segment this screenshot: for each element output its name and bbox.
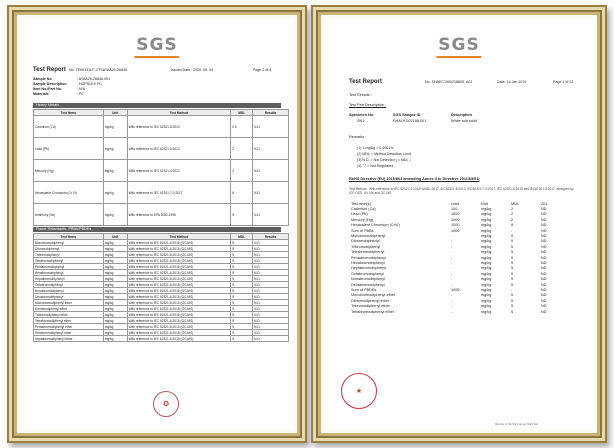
table-row	[34, 204, 289, 226]
table-cell: N.D.	[253, 270, 289, 276]
table-cell: mg/kg	[103, 336, 127, 342]
rohs-cell: mg/kg	[481, 266, 492, 271]
rohs-cell: Pentabromobiphenyl	[351, 255, 386, 260]
sample-info-row: Sample No. : AYAA20-26846.001	[33, 77, 111, 81]
table-cell: Hexabromobiphenyl	[34, 270, 104, 276]
report-title: Test Report	[33, 67, 66, 73]
column-header: MDL	[231, 234, 253, 240]
rohs-cell: Sum of PBBs	[351, 228, 374, 233]
rohs-test-method: Test Method : With reference to IEC 62321-4:2013+AMD1:2017, IEC62321-5:2013, IEC62321-7-2:2017, IEC 62321-6:2015 and IEC62321-8:2017, analyzed by ICP-OES, UV-Vis and GC-MS.	[349, 187, 574, 196]
table-cell: 5	[231, 204, 253, 226]
column-header: Test Method	[127, 110, 231, 116]
rohs-cell: Heptabromobiphenyl	[351, 266, 387, 271]
right-certificate-frame	[318, 12, 600, 436]
specimen-header: Specimen No. SGS Sample ID Description	[349, 113, 472, 117]
rohs-results-table	[349, 201, 579, 314]
table-cell: mg/kg	[103, 306, 127, 312]
column-header: Test Items	[34, 110, 104, 116]
rohs-cell: Tribromodiphenyl ether	[351, 304, 390, 309]
table-cell: N.D.	[253, 138, 289, 160]
rohs-cell: -	[451, 293, 453, 298]
table-cell: 5	[231, 324, 253, 330]
table-cell: Hexabromodiphenyl ether	[34, 330, 104, 336]
table-cell: 5	[231, 258, 253, 264]
heavy-metals-table	[33, 109, 289, 226]
table-cell: Mercury (Hg)	[34, 160, 104, 182]
table-cell: mg/kg	[103, 246, 127, 252]
table-cell: mg/kg	[103, 330, 127, 336]
page-number: Page 2 of 22	[553, 80, 574, 84]
rohs-cell: ND	[541, 255, 547, 260]
table-cell: Tetrabromobiphenyl	[34, 258, 104, 264]
rohs-cell: ND	[541, 217, 547, 222]
report-number: No. FE60131LF-CTSAYAA20-26846	[69, 68, 127, 72]
rohs-cell: mg/kg	[481, 304, 492, 309]
table-cell: With reference to IEC 62321-6:2015 (GC-MS)	[127, 324, 231, 330]
rohs-cell: ND	[541, 277, 547, 282]
rohs-cell: 5	[511, 271, 514, 276]
table-cell: Nonabromobiphenyl	[34, 288, 104, 294]
table-cell: With reference to EPA 3052:1996	[127, 204, 231, 226]
remark-item: (3) N.D. = Not Detected ( < MDL )	[357, 158, 411, 162]
rohs-cell: ND	[541, 287, 547, 292]
rohs-cell: -	[451, 298, 453, 303]
table-cell: 5	[231, 318, 253, 324]
rohs-row	[349, 309, 579, 314]
rohs-cell: 100	[451, 207, 458, 212]
column-header: MDL	[231, 110, 253, 116]
table-cell: mg/kg	[103, 276, 127, 282]
rohs-cell: -	[451, 255, 453, 260]
report-number: No. SHAEC1900218805 .A01	[425, 80, 473, 84]
rohs-cell: ND	[541, 266, 547, 271]
rohs-cell: ND	[541, 260, 547, 265]
table-cell: Decabromobiphenyl	[34, 294, 104, 300]
rohs-cell: -	[451, 260, 453, 265]
table-cell: 5	[231, 336, 253, 342]
rohs-cell: ND	[541, 207, 547, 212]
rohs-cell: 5	[511, 250, 514, 255]
column-header: Results	[253, 234, 289, 240]
rohs-cell: Hexabromobiphenyl	[351, 260, 385, 265]
rohs-cell: -	[451, 309, 453, 314]
table-cell: mg/kg	[103, 160, 127, 182]
table-cell: Octabromobiphenyl	[34, 282, 104, 288]
table-cell: N.D.	[253, 312, 289, 318]
rohs-cell: -	[511, 287, 513, 292]
rohs-directive-title: RoHS Directive (EU) 2015/863 amending Annex II to Directive 2011/65/EU	[349, 177, 480, 181]
remark-item: (2) MDL = Method Detection Limit	[357, 152, 411, 156]
rohs-cell: 1000	[451, 287, 460, 292]
column-header: 201	[541, 201, 548, 206]
table-cell: mg/kg	[103, 252, 127, 258]
page-number: Page 2 of 8	[253, 68, 272, 72]
rohs-cell: ND	[541, 304, 547, 309]
table-cell: With reference to IEC 62321-6:2015 (GC-MS)	[127, 318, 231, 324]
rohs-cell: Dibromobiphenyl	[351, 239, 380, 244]
left-certificate-frame	[14, 12, 300, 436]
rohs-cell: mg/kg	[481, 287, 492, 292]
rohs-cell: Tetrabromobiphenyl	[351, 250, 385, 255]
table-cell: 5	[231, 312, 253, 318]
table-cell: mg/kg	[103, 270, 127, 276]
table-cell: N.D.	[253, 306, 289, 312]
table-cell: Tribromobiphenyl	[34, 252, 104, 258]
table-cell: With reference to IEC 62321-6:2015 (GC-MS)	[127, 252, 231, 258]
table-cell: mg/kg	[103, 318, 127, 324]
rohs-cell: mg/kg	[481, 271, 492, 276]
rohs-cell: 2	[511, 217, 514, 222]
rohs-cell: ND	[541, 250, 547, 255]
rohs-cell: ND	[541, 271, 547, 276]
table-cell: With reference to IEC 62321-4:2013	[127, 160, 231, 182]
rohs-cell: -	[451, 304, 453, 309]
rohs-cell: 5	[511, 260, 514, 265]
table-cell: N.D.	[253, 330, 289, 336]
table-cell: N.D.	[253, 324, 289, 330]
table-row	[34, 138, 289, 160]
rohs-cell: Cadmium (Cd)	[351, 207, 376, 212]
right-report-page	[325, 19, 593, 429]
rohs-cell: 1000	[451, 212, 460, 217]
table-cell: 5	[231, 282, 253, 288]
table-cell: mg/kg	[103, 204, 127, 226]
table-cell: With reference to IEC 62321-6:2015 (GC-MS)	[127, 240, 231, 246]
table-cell: 5	[231, 252, 253, 258]
rohs-cell: ND	[541, 298, 547, 303]
table-cell: With reference to IEC 62321-6:2015 (GC-MS)	[127, 300, 231, 306]
table-cell: With reference to IEC 62321-6:2015 (GC-MS)	[127, 246, 231, 252]
issued-date: Issued Date : 2020. 05. 04	[171, 68, 214, 72]
table-cell: N.D.	[253, 276, 289, 282]
rohs-cell: Nonabromobiphenyl	[351, 277, 385, 282]
table-cell: N.D.	[253, 282, 289, 288]
rohs-cell: -	[511, 228, 513, 233]
table-cell: Lead (Pb)	[34, 138, 104, 160]
table-cell: Pentabromodiphenyl ether	[34, 324, 104, 330]
rohs-cell: 2	[511, 207, 514, 212]
table-cell: mg/kg	[103, 116, 127, 138]
table-cell: With reference to IEC 62321-6:2015 (GC-MS)	[127, 312, 231, 318]
rohs-cell: -	[451, 271, 453, 276]
table-row	[34, 116, 289, 138]
rohs-cell: -	[451, 282, 453, 287]
rohs-cell: 8	[511, 223, 514, 228]
table-cell: mg/kg	[103, 240, 127, 246]
rohs-cell: -	[451, 266, 453, 271]
rohs-cell: mg/kg	[481, 250, 492, 255]
rohs-cell: ND	[541, 282, 547, 287]
table-cell: mg/kg	[103, 264, 127, 270]
specimen-table	[349, 113, 549, 123]
rohs-cell: ND	[541, 239, 547, 244]
table-cell: mg/kg	[103, 282, 127, 288]
table-cell: 5	[231, 270, 253, 276]
footer-member-text: Member of the SGS Group (SGS SA)	[495, 423, 538, 426]
table-cell: N.D.	[253, 300, 289, 306]
sgs-logo: SGS	[436, 35, 481, 58]
rohs-cell: Mercury (Hg)	[351, 217, 374, 222]
rohs-cell: 5	[511, 239, 514, 244]
column-header: Unit	[103, 110, 127, 116]
table-cell: Cadmium (Cd)	[34, 116, 104, 138]
column-header: Unit	[481, 201, 488, 206]
rohs-cell: -	[451, 239, 453, 244]
table-cell: 5	[231, 246, 253, 252]
rohs-cell: Monobromodiphenyl ether	[351, 293, 396, 298]
column-header: Test Items	[34, 234, 104, 240]
column-header: Limit	[451, 201, 460, 206]
table-cell: Dibromobiphenyl	[34, 246, 104, 252]
rohs-cell: ND	[541, 223, 547, 228]
table-cell: Monobromodiphenyl ether	[34, 300, 104, 306]
report-date: Date: 14 Jan 2019	[497, 80, 527, 84]
table-cell: N.D.	[253, 318, 289, 324]
column-header: Test Item(s)	[351, 201, 371, 206]
table-cell: N.D.	[253, 294, 289, 300]
rohs-cell: mg/kg	[481, 277, 492, 282]
table-cell: 5	[231, 276, 253, 282]
report-title: Test Report	[349, 79, 382, 85]
rohs-cell: mg/kg	[481, 239, 492, 244]
rohs-cell: 5	[511, 309, 514, 314]
rohs-cell: mg/kg	[481, 309, 492, 314]
table-cell: N.D.	[253, 264, 289, 270]
rohs-cell: 2	[511, 212, 514, 217]
table-cell: mg/kg	[103, 288, 127, 294]
flame-retardants-table	[33, 233, 289, 342]
rohs-cell: 5	[511, 304, 514, 309]
rohs-cell: ND	[541, 228, 547, 233]
table-cell: 5	[231, 306, 253, 312]
remark-item: (1) 1 mg/kg = 0.0001%	[357, 146, 394, 150]
table-cell: Antimony (Sb)	[34, 204, 104, 226]
specimen-row: SN1 SHA19-002188.001 White soft solid	[357, 119, 477, 123]
rohs-cell: ND	[541, 234, 547, 239]
table-cell: With reference to IEC 62321-6:2015 (GC-MS)	[127, 288, 231, 294]
table-cell: 5	[231, 330, 253, 336]
left-report-page	[21, 19, 293, 429]
rohs-cell: 5	[511, 293, 514, 298]
table-cell: 8	[231, 182, 253, 204]
table-cell: mg/kg	[103, 300, 127, 306]
remarks-list	[357, 145, 411, 169]
rohs-cell: 5	[511, 234, 514, 239]
rohs-cell: mg/kg	[481, 255, 492, 260]
table-cell: mg/kg	[103, 258, 127, 264]
column-header: MDL	[511, 201, 520, 206]
table-cell: 5	[231, 288, 253, 294]
table-cell: N.D.	[253, 116, 289, 138]
table-row	[34, 336, 289, 342]
table-cell: mg/kg	[103, 182, 127, 204]
heavy-metals-section-bar: Heavy Metals	[33, 103, 281, 108]
rohs-cell: -	[451, 234, 453, 239]
rohs-cell: Dibromodiphenyl ether	[351, 298, 390, 303]
rohs-cell: Lead (Pb)	[351, 212, 368, 217]
sample-info	[33, 77, 110, 97]
table-cell: With reference to IEC 62321-6:2015 (GC-MS)	[127, 258, 231, 264]
rohs-cell: ND	[541, 244, 547, 249]
table-cell: With reference to IEC 62321-6:2015 (GC-MS)	[127, 264, 231, 270]
table-row	[34, 182, 289, 204]
flame-retardants-section-bar: Flame Retardants- PBBs/PBDEs	[33, 227, 281, 232]
table-cell: Dibromodiphenyl ether	[34, 306, 104, 312]
rohs-cell: mg/kg	[481, 260, 492, 265]
table-cell: N.D.	[253, 204, 289, 226]
rohs-cell: mg/kg	[481, 293, 492, 298]
table-cell: With reference to IEC 62321-6:2015 (GC-MS)	[127, 270, 231, 276]
rohs-cell: ND	[541, 293, 547, 298]
test-results-label: Test Results :	[349, 93, 372, 97]
table-cell: 5	[231, 240, 253, 246]
rohs-cell: -	[451, 277, 453, 282]
rohs-cell: 1000	[451, 217, 460, 222]
table-cell: N.D.	[253, 246, 289, 252]
rohs-cell: 1000	[451, 228, 460, 233]
table-cell: With reference to IEC 62321-6:2015 (GC-MS)	[127, 306, 231, 312]
rohs-cell: mg/kg	[481, 223, 492, 228]
table-cell: Tribromodiphenyl ether	[34, 312, 104, 318]
rohs-cell: Monobromobiphenyl	[351, 234, 386, 239]
table-row	[34, 160, 289, 182]
remarks-label: Remarks :	[349, 135, 367, 139]
table-cell: With reference to IEC 62321-6:2015 (GC-MS)	[127, 294, 231, 300]
table-cell: 2	[231, 138, 253, 160]
table-cell: Hexavalent Chromium (Cr VI)	[34, 182, 104, 204]
table-cell: 5	[231, 300, 253, 306]
test-part-description-label: Test Part Description :	[349, 103, 387, 107]
column-header: Results	[253, 110, 289, 116]
table-cell: N.D.	[253, 288, 289, 294]
rohs-cell: 5	[511, 244, 514, 249]
table-cell: N.D.	[253, 258, 289, 264]
table-cell: Heptabromobiphenyl	[34, 276, 104, 282]
table-cell: mg/kg	[103, 138, 127, 160]
rohs-cell: -	[451, 250, 453, 255]
rohs-cell: Tetrabromodiphenyl ether	[351, 309, 395, 314]
rohs-cell: Octabromobiphenyl	[351, 271, 384, 276]
table-cell: 5	[231, 264, 253, 270]
table-cell: Pentabromobiphenyl	[34, 264, 104, 270]
column-header: Test Method	[127, 234, 231, 240]
table-cell: With reference to IEC 62321-7-2:2017	[127, 182, 231, 204]
rohs-cell: 5	[511, 277, 514, 282]
table-cell: With reference to IEC 62321-6:2015 (GC-MS)	[127, 282, 231, 288]
red-seal-icon: ★	[341, 373, 377, 409]
table-cell: 5	[231, 294, 253, 300]
rohs-cell: mg/kg	[481, 234, 492, 239]
table-cell: With reference to IEC 62321-6:2015 (GC-MS)	[127, 276, 231, 282]
rohs-cell: 5	[511, 266, 514, 271]
table-cell: With reference to IEC 62321-6:2015 (GC-MS)	[127, 336, 231, 342]
table-cell: mg/kg	[103, 294, 127, 300]
rohs-cell: ND	[541, 309, 547, 314]
table-cell: N.D.	[253, 336, 289, 342]
rohs-cell: mg/kg	[481, 217, 492, 222]
table-cell: With reference to IEC 62321-5:2013	[127, 116, 231, 138]
rohs-cell: mg/kg	[481, 207, 492, 212]
table-cell: mg/kg	[103, 324, 127, 330]
rohs-cell: 5	[511, 255, 514, 260]
sgs-logo: SGS	[134, 35, 179, 58]
rohs-cell: ND	[541, 212, 547, 217]
remark-item: (4) "-" = Not Regulated	[357, 164, 394, 168]
sample-info-row: Materials : PC	[33, 92, 84, 96]
table-cell: 0.5	[231, 116, 253, 138]
table-cell: Heptabromodiphenyl ether	[34, 336, 104, 342]
rohs-cell: mg/kg	[481, 244, 492, 249]
rohs-cell: Hexavalent Chromium (CrVI)	[351, 223, 400, 228]
rohs-cell: 1000	[451, 223, 460, 228]
table-cell: Tetrabromodiphenyl ether	[34, 318, 104, 324]
rohs-cell: mg/kg	[481, 282, 492, 287]
table-cell: N.D.	[253, 160, 289, 182]
table-cell: With reference to IEC 62321-6:2015 (GC-MS)	[127, 330, 231, 336]
sample-info-row: Sample Description : HOPSLEX PC	[33, 82, 102, 86]
table-cell: mg/kg	[103, 312, 127, 318]
red-seal-icon: ✪	[153, 391, 179, 417]
column-header: Unit	[103, 234, 127, 240]
rohs-cell: 5	[511, 298, 514, 303]
rohs-cell: 5	[511, 282, 514, 287]
rohs-cell: -	[451, 244, 453, 249]
table-cell: N.D.	[253, 182, 289, 204]
rohs-cell: mg/kg	[481, 212, 492, 217]
rohs-cell: mg/kg	[481, 298, 492, 303]
rohs-cell: Tribromobiphenyl	[351, 244, 381, 249]
table-cell: N.D.	[253, 252, 289, 258]
table-cell: With reference to IEC 62321-5:2013	[127, 138, 231, 160]
rohs-cell: Sum of PBDEs	[351, 287, 377, 292]
rohs-cell: Decabromobiphenyl	[351, 282, 385, 287]
rohs-cell: mg/kg	[481, 228, 492, 233]
table-cell: Monobromobiphenyl	[34, 240, 104, 246]
sample-info-row: Item No./Part No. : N/A	[33, 87, 85, 91]
table-cell: N.D.	[253, 240, 289, 246]
table-cell: 2	[231, 160, 253, 182]
